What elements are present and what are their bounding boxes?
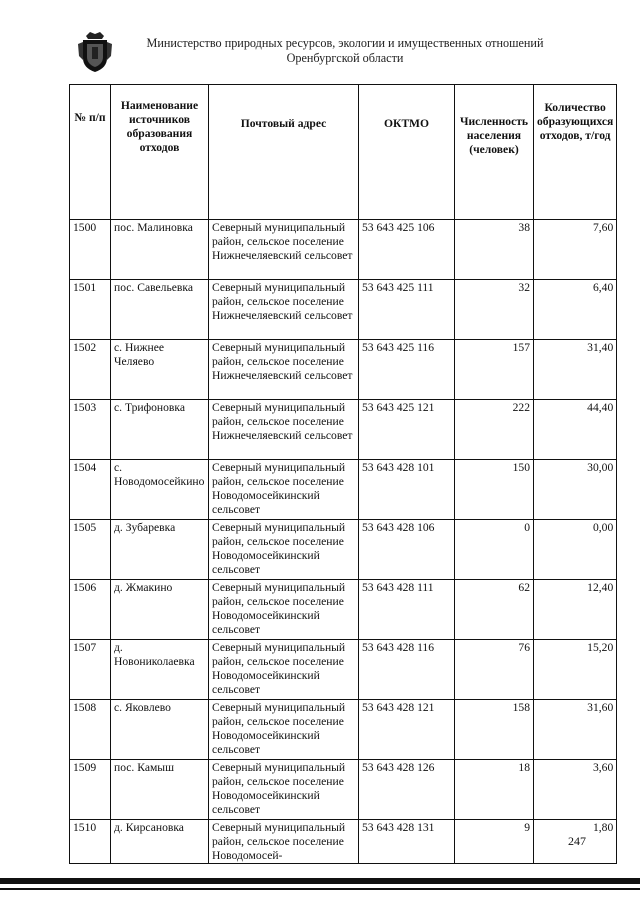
cell-oktmo: 53 643 425 116 <box>359 340 455 400</box>
cell-address: Северный муниципальный район, сельское поселение Новодомосейкинский сельсовет <box>209 700 359 760</box>
table-row <box>70 280 617 340</box>
ministry-name: Министерство природных ресурсов, экологии и имущественных отношений <box>146 36 544 50</box>
cell-population: 76 <box>455 640 534 700</box>
table-row <box>70 640 617 700</box>
table-row <box>70 820 617 864</box>
cell-address: Северный муниципальный район, сельское поселение Новодомосейкинский сельсовет <box>209 580 359 640</box>
cell-name: с. Яковлево <box>111 700 209 760</box>
cell-population: 9 <box>455 820 534 864</box>
column-header-waste: Количество образующихся отходов, т/год <box>534 85 617 220</box>
document-header <box>120 36 570 66</box>
cell-waste: 3,60 <box>534 760 617 820</box>
coat-of-arms-icon <box>76 30 114 74</box>
page-number: 247 <box>568 834 586 848</box>
cell-number: 1506 <box>70 580 111 640</box>
table-row <box>70 580 617 640</box>
cell-oktmo: 53 643 428 116 <box>359 640 455 700</box>
table-row <box>70 340 617 400</box>
cell-oktmo: 53 643 428 126 <box>359 760 455 820</box>
cell-population: 18 <box>455 760 534 820</box>
cell-waste: 31,40 <box>534 340 617 400</box>
cell-name: пос. Савельевка <box>111 280 209 340</box>
cell-population: 157 <box>455 340 534 400</box>
cell-waste: 12,40 <box>534 580 617 640</box>
cell-oktmo: 53 643 425 121 <box>359 400 455 460</box>
cell-population: 158 <box>455 700 534 760</box>
column-header-population: Численность населения (человек) <box>455 85 534 220</box>
cell-address: Северный муниципальный район, сельское поселение Новодомосейкинский сельсовет <box>209 520 359 580</box>
cell-waste: 30,00 <box>534 460 617 520</box>
table-row <box>70 220 617 280</box>
cell-number: 1505 <box>70 520 111 580</box>
cell-population: 150 <box>455 460 534 520</box>
cell-address: Северный муниципальный район, сельское поселение Новодомосейкинский сельсовет <box>209 760 359 820</box>
cell-name: с. Новодомосейкино <box>111 460 209 520</box>
cell-name: с. Нижнее Челяево <box>111 340 209 400</box>
cell-waste: 1,80 <box>534 820 617 864</box>
cell-name: пос. Камыш <box>111 760 209 820</box>
cell-name: д. Жмакино <box>111 580 209 640</box>
table-header-row <box>70 85 617 220</box>
cell-name: д. Кирсановка <box>111 820 209 864</box>
cell-address: Северный муниципальный район, сельское поселение Нижнечеляевский сельсовет <box>209 220 359 280</box>
cell-number: 1501 <box>70 280 111 340</box>
cell-waste: 6,40 <box>534 280 617 340</box>
cell-population: 38 <box>455 220 534 280</box>
region-name: Оренбургской области <box>286 51 404 65</box>
column-header-name: Наименование источников образования отходов <box>111 85 209 220</box>
table-row <box>70 700 617 760</box>
cell-population: 222 <box>455 400 534 460</box>
cell-name: д. Новониколаевка <box>111 640 209 700</box>
cell-population: 32 <box>455 280 534 340</box>
cell-address: Северный муниципальный район, сельское поселение Нижнечеляевский сельсовет <box>209 400 359 460</box>
cell-oktmo: 53 643 428 121 <box>359 700 455 760</box>
cell-name: с. Трифоновка <box>111 400 209 460</box>
cell-name: пос. Малиновка <box>111 220 209 280</box>
cell-address: Северный муниципальный район, сельское поселение Нижнечеляевский сельсовет <box>209 280 359 340</box>
table-row <box>70 460 617 520</box>
table-row <box>70 760 617 820</box>
cell-address: Северный муниципальный район, сельское поселение Нижнечеляевский сельсовет <box>209 340 359 400</box>
column-header-address: Почтовый адрес <box>209 85 359 220</box>
column-header-number: № п/п <box>70 85 111 220</box>
cell-population: 62 <box>455 580 534 640</box>
cell-number: 1503 <box>70 400 111 460</box>
cell-waste: 7,60 <box>534 220 617 280</box>
cell-number: 1504 <box>70 460 111 520</box>
cell-population: 0 <box>455 520 534 580</box>
cell-waste: 0,00 <box>534 520 617 580</box>
cell-oktmo: 53 643 428 101 <box>359 460 455 520</box>
cell-address: Северный муниципальный район, сельское поселение Новодомосей- <box>209 820 359 864</box>
table-row <box>70 400 617 460</box>
cell-waste: 44,40 <box>534 400 617 460</box>
cell-number: 1509 <box>70 760 111 820</box>
cell-name: д. Зубаревка <box>111 520 209 580</box>
cell-oktmo: 53 643 425 111 <box>359 280 455 340</box>
cell-oktmo: 53 643 425 106 <box>359 220 455 280</box>
cell-waste: 15,20 <box>534 640 617 700</box>
table-row <box>70 520 617 580</box>
cell-oktmo: 53 643 428 131 <box>359 820 455 864</box>
bottom-rule <box>0 878 640 884</box>
cell-oktmo: 53 643 428 106 <box>359 520 455 580</box>
cell-address: Северный муниципальный район, сельское поселение Новодомосейкинский сельсовет <box>209 460 359 520</box>
waste-sources-table <box>69 84 617 864</box>
cell-address: Северный муниципальный район, сельское поселение Новодомосейкинский сельсовет <box>209 640 359 700</box>
cell-number: 1508 <box>70 700 111 760</box>
cell-number: 1502 <box>70 340 111 400</box>
cell-waste: 31,60 <box>534 700 617 760</box>
cell-number: 1510 <box>70 820 111 864</box>
cell-number: 1500 <box>70 220 111 280</box>
column-header-oktmo: ОКТМО <box>359 85 455 220</box>
cell-number: 1507 <box>70 640 111 700</box>
cell-oktmo: 53 643 428 111 <box>359 580 455 640</box>
bottom-rule-thin <box>0 888 640 890</box>
